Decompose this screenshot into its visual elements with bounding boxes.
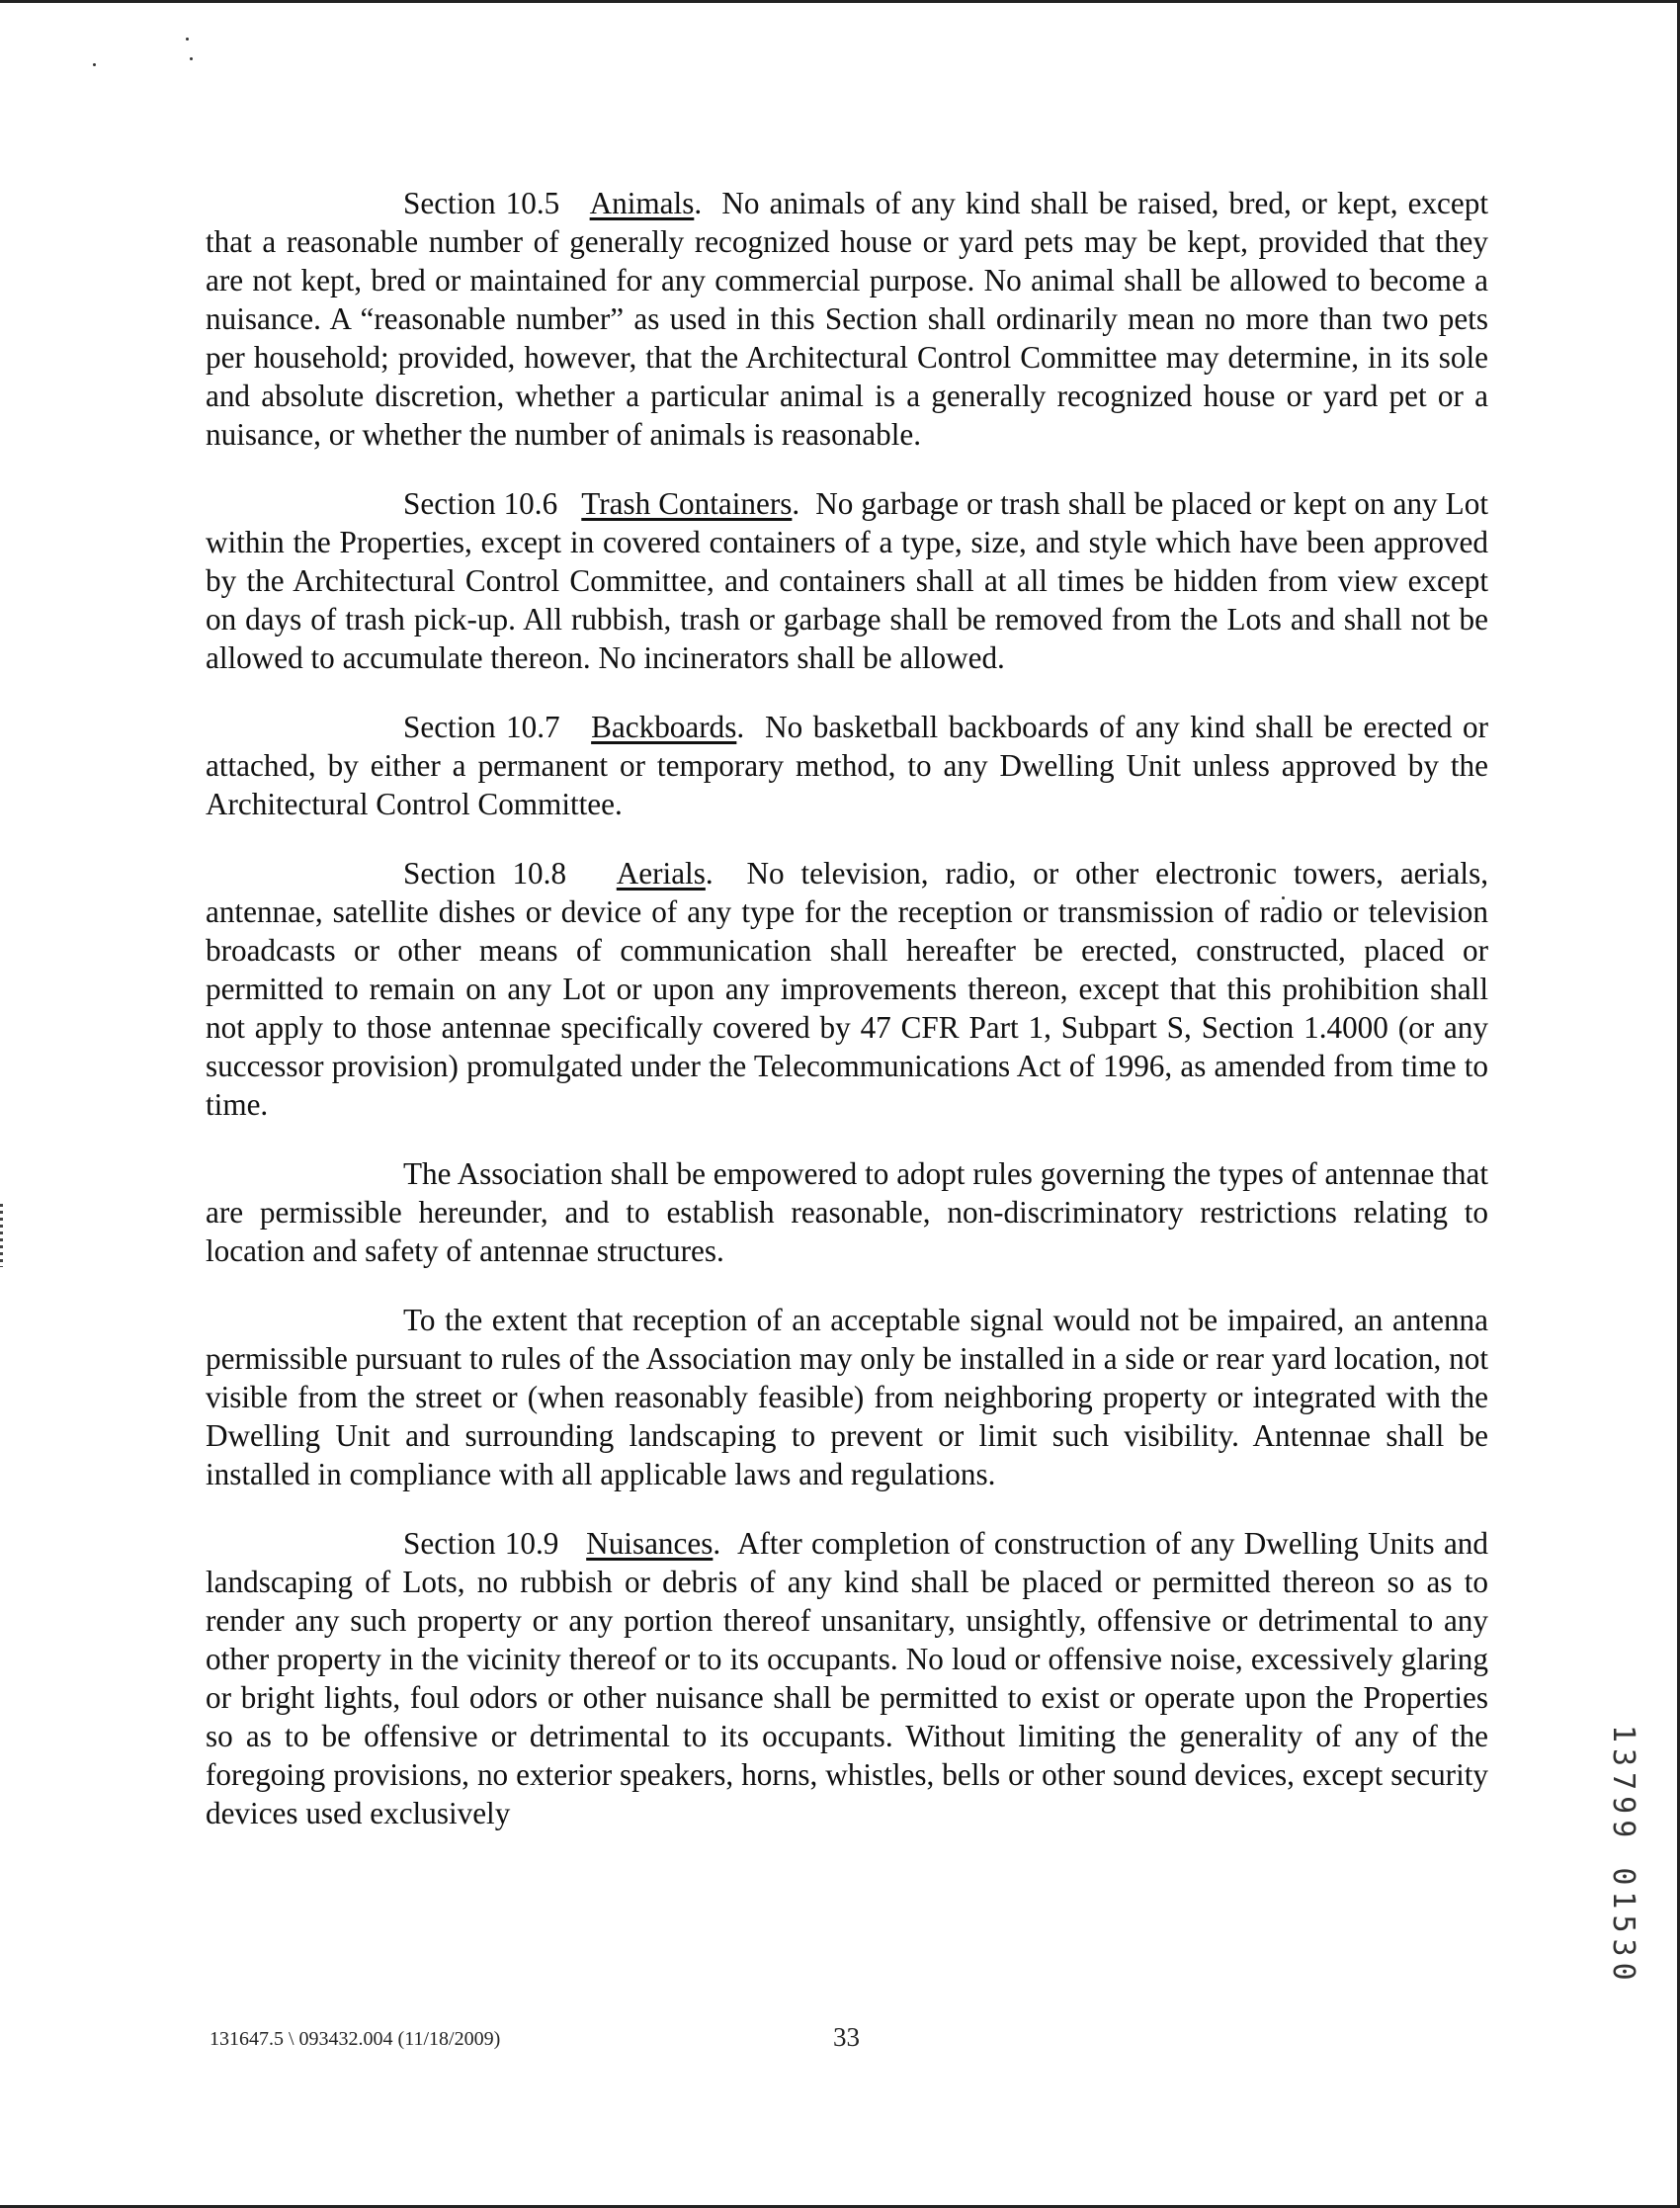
section-10-9-paragraph: Section 10.9 Nuisances. After completion of construction of any Dwelling Units and landscaping of Lots, no rubbish or debris of any kind shall be placed or permitted thereon so as to render any such property or any portion thereof unsanitary, unsightly, offensive or detrimental to any other property in the vicinity thereof or to its occupants. No loud or offensive noise, excessively glaring or bright lights, foul odors or other nuisance shall be permitted to exist or operate upon the Properties so as to be offensive or detrimental to its occupants. Without limiting the generality of any of the foregoing provisions, no exterior speakers, horns, whistles, bells or other sound devices, except security devices used exclusively (206, 1526, 1488, 1830)
page-border-top (0, 0, 1680, 3)
section-10-5-paragraph: Section 10.5 Animals. No animals of any kind shall be raised, bred, or kept, except that a reasonable number of generally recognized house or yard pets may be kept, provided that they are not kept, bred or maintained for any commercial purpose. No animal shall be allowed to become a nuisance. A “reasonable number” as used in this Section shall ordinarily mean no more than two pets per household; provided, however, that the Architectural Control Committee may determine, in its sole and absolute discretion, whether a particular animal is a generally recognized house or yard pet or a nuisance, or whether the number of animals is reasonable. (206, 186, 1488, 452)
antennae-rules-paragraph: The Association shall be empowered to adopt rules governing the types of antennae that are permissible hereunder, and to establish reasonable, non-discriminatory restrictions relating to location and safety of antennae structures. (206, 1156, 1488, 1268)
section-number: Section 10.7 (403, 710, 560, 744)
section-number: Section 10.5 (403, 186, 560, 220)
scan-speck (93, 63, 96, 66)
scan-speck (190, 57, 193, 60)
footer-document-reference: 131647.5 \ 093432.004 (11/18/2009) (210, 2028, 501, 2050)
section-number: Section 10.6 (403, 486, 558, 521)
section-number: Section 10.9 (403, 1526, 559, 1561)
section-10-6-paragraph: Section 10.6 Trash Containers. No garbage or trash shall be placed or kept on any Lot within the Properties, except in covered containers of a type, size, and style which have been approved by the Architectural Control Committee, and containers shall at all times be hidden from view except on days of trash pick-up. All rubbish, trash or garbage shall be removed from the Lots and shall not be allowed to accumulate thereon. No incinerators shall be allowed. (206, 486, 1488, 675)
scan-margin-mark (0, 1204, 3, 1267)
section-text: After completion of construction of any Dwelling Units and landscaping of Lots, no rubbish or debris of any kind shall be placed or permitted thereon so as to render any such property or any portion thereof unsanitary, unsightly, offensive or detrimental to any other property in the vicinity thereof or to its occupants. No loud or offensive noise, excessively glaring or bright lights, foul odors or other nuisance shall be permitted to exist or operate upon the Properties so as to be offensive or detrimental to its occupants. Without limiting the generality of any of the foregoing provisions, no exterior speakers, horns, whistles, bells or other sound devices, except security devices used exclusively (206, 1526, 1488, 1830)
section-text: No animals of any kind shall be raised, bred, or kept, except that a reasonable number of generally recognized house or yard pets may be kept, provided that they are not kept, bred or maintained for any commercial purpose. No animal shall be allowed to become a nuisance. A “reasonable number” as used in this Section shall ordinarily mean no more than two pets per household; provided, however, that the Architectural Control Committee may determine, in its sole and absolute discretion, whether a particular animal is a generally recognized house or yard pet or a nuisance, or whether the number of animals is reasonable. (206, 186, 1488, 452)
section-text: No basketball backboards of any kind shall be erected or attached, by either a permanent or temporary method, to any Dwelling Unit unless approved by the Architectural Control Committee. (206, 710, 1488, 821)
page-number: 33 (833, 2022, 860, 2052)
recording-stamp: 13799 01530 (1606, 1725, 1640, 1987)
section-text: No garbage or trash shall be placed or kept on any Lot within the Properties, except in covered containers of a type, size, and style which have been approved by the Architectural Control Committee, and containers shall at all times be hidden from view except on days of trash pick-up. All rubbish, trash or garbage shall be removed from the Lots and shall not be allowed to accumulate thereon. No incinerators shall be allowed. (206, 486, 1488, 675)
section-10-7-paragraph: Section 10.7 Backboards. No basketball backboards of any kind shall be erected or attached, by either a permanent or temporary method, to any Dwelling Unit unless approved by the Architectural Control Committee. (206, 710, 1488, 821)
section-heading: Aerials (616, 856, 706, 891)
scan-speck (186, 38, 189, 41)
section-heading: Trash Containers (581, 486, 793, 521)
section-heading: Nuisances (586, 1526, 714, 1561)
section-text: No television, radio, or other electronic towers, aerials, antennae, satellite dishes or device of any type for the reception or transmission of radio or television broadcasts or other means of communication shall hereafter be erected, constructed, placed or permitted to remain on any Lot or upon any improvements thereon, except that this prohibition shall not apply to those antennae specifically covered by 47 CFR Part 1, Subpart S, Section 1.4000 (or any successor provision) promulgated under the Telecommunications Act of 1996, as amended from time to time. (206, 856, 1489, 1122)
document-body (206, 184, 1488, 1863)
antenna-placement-paragraph: To the extent that reception of an acceptable signal would not be impaired, an antenna permissible pursuant to rules of the Association may only be installed in a side or rear yard location, not visible from the street or (when reasonably feasible) from neighboring property or integrated with the Dwelling Unit and surrounding landscaping to prevent or limit such visibility. Antennae shall be installed in compliance with all applicable laws and regulations. (206, 1303, 1488, 1491)
section-10-8-paragraph: Section 10.8 Aerials. No television, radio, or other electronic towers, aerials, antennae, satellite dishes or device of any type for the reception or transmission of radio or television broadcasts or other means of communication shall hereafter be erected, constructed, placed or permitted to remain on any Lot or upon any improvements thereon, except that this prohibition shall not apply to those antennae specifically covered by 47 CFR Part 1, Subpart S, Section 1.4000 (or any successor provision) promulgated under the Telecommunications Act of 1996, as amended from time to time. (206, 856, 1489, 1122)
section-number: Section 10.8 (403, 856, 567, 891)
section-heading: Animals (589, 186, 695, 220)
section-heading: Backboards (591, 710, 737, 744)
